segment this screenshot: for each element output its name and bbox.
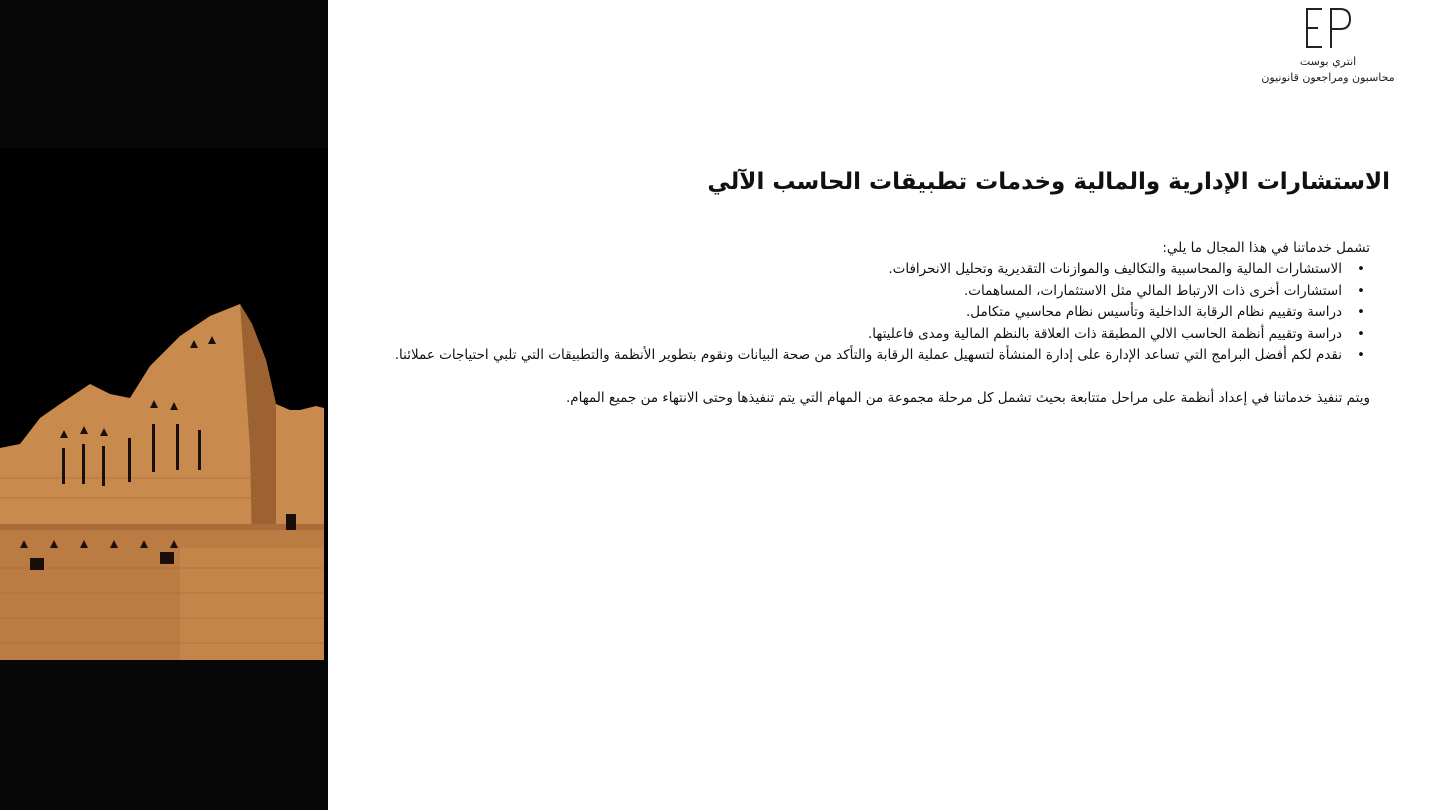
bullet-icon: • <box>1357 325 1365 342</box>
ep-logo-mark <box>1298 4 1358 52</box>
photo-top-band <box>0 0 328 148</box>
photo-bottom-band <box>0 660 328 810</box>
list-item-text: استشارات أخرى ذات الارتباط المالي مثل الاستثمارات، المساهمات. <box>964 282 1342 299</box>
bullet-icon: • <box>1357 261 1365 277</box>
list-item-text: الاستشارات المالية والمحاسبية والتكاليف والموازنات التقديرية وتحليل الانحرافات. <box>888 261 1342 277</box>
slide-title: الاستشارات الإدارية والمالية وخدمات تطبيقات الحاسب الآلي <box>707 169 1390 195</box>
list-item <box>350 345 1370 367</box>
bullet-icon: • <box>1357 282 1365 299</box>
company-subtitle: محاسبون ومراجعون قانونيون <box>1261 71 1395 84</box>
closing-text: ويتم تنفيذ خدماتنا في إعداد أنظمة على مراحل متتابعة بحيث تشمل كل مرحلة مجموعة من المهام التي يتم تنفيذها وحتى الانتهاء من جميع المهام. <box>565 389 1370 406</box>
list-item-text: دراسة وتقييم أنظمة الحاسب الالي المطبقة ذات العلاقة بالنظم المالية ومدى فاعليتها. <box>867 325 1342 342</box>
company-name: انتري بوست <box>1299 55 1357 68</box>
company-logo <box>1228 4 1428 85</box>
slide-content <box>350 164 1390 409</box>
list-item <box>350 259 1370 281</box>
bullet-icon: • <box>1357 347 1365 363</box>
list-item <box>350 324 1370 346</box>
services-list <box>350 259 1370 367</box>
mud-building-photo <box>0 148 324 660</box>
list-item-text: دراسة وتقييم نظام الرقابة الداخلية وتأسيس نظام محاسبي متكامل. <box>965 304 1342 320</box>
bullet-icon: • <box>1357 304 1365 320</box>
intro-text: تشمل خدماتنا في هذا المجال ما يلي: <box>1162 240 1370 256</box>
list-item <box>350 302 1370 324</box>
list-item <box>350 281 1370 303</box>
list-item-text: نقدم لكم أفضل البرامج التي تساعد الإدارة على إدارة المنشأة لتسهيل عملية الرقابة والتأكد من صحة البيانات ونقوم بتطوير الأنظمة والتطبيقات التي تلبي احتياجات عملائنا. <box>394 347 1342 363</box>
photo-panel <box>0 0 328 810</box>
